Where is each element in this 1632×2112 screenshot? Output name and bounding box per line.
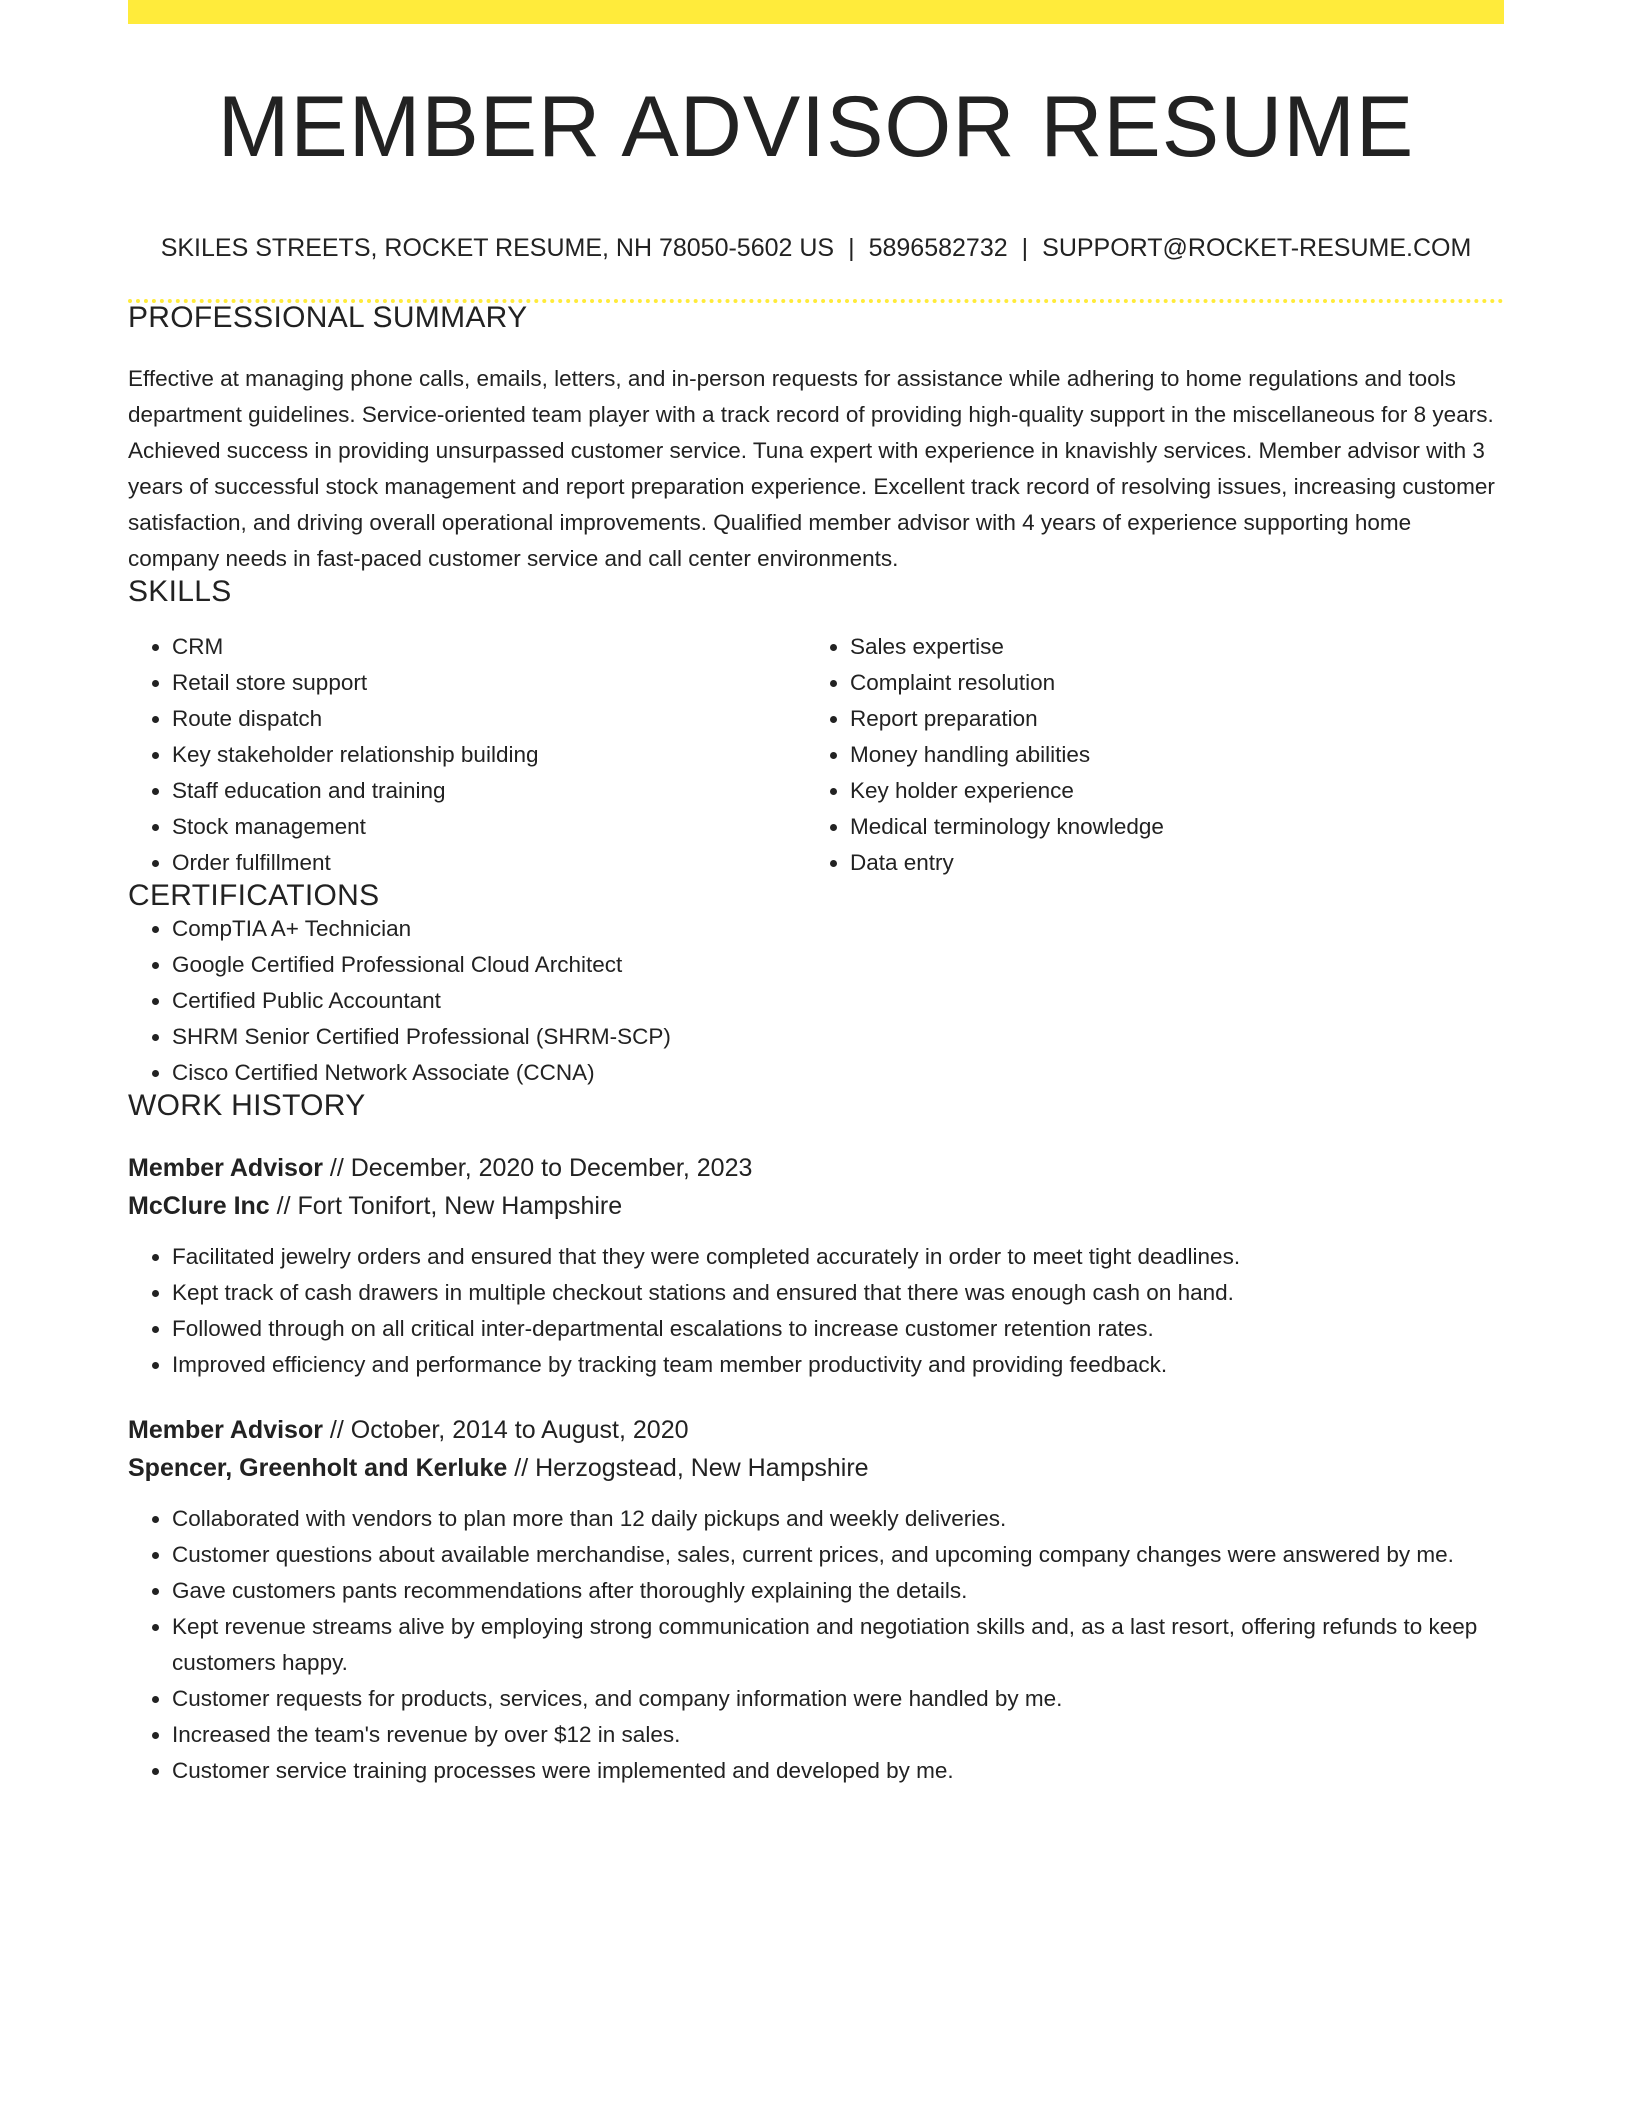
job-duty-item: • Increased the team's revenue by over $12 in sales. bbox=[172, 1717, 1504, 1753]
professional-summary-section bbox=[128, 303, 1504, 577]
skills-column-left bbox=[128, 629, 806, 881]
job-title-line bbox=[128, 1149, 1504, 1187]
skills-list-right bbox=[806, 629, 1484, 881]
job-entry bbox=[128, 1149, 1504, 1383]
resume-page bbox=[128, 0, 1504, 1789]
skill-item: • Key stakeholder relationship building bbox=[172, 737, 806, 773]
job-location: // Herzogstead, New Hampshire bbox=[507, 1454, 869, 1482]
skill-item: • Key holder experience bbox=[850, 773, 1484, 809]
job-duty-item: • Gave customers pants recommendations after thoroughly explaining the details. bbox=[172, 1573, 1504, 1609]
certification-item: • CompTIA A+ Technician bbox=[172, 911, 1504, 947]
job-dates: // October, 2014 to August, 2020 bbox=[322, 1416, 689, 1444]
resume-title: MEMBER ADVISOR RESUME bbox=[217, 79, 1415, 175]
skills-section bbox=[128, 577, 1504, 881]
skill-item: • Money handling abilities bbox=[850, 737, 1484, 773]
skills-grid bbox=[128, 629, 1504, 881]
certifications-section bbox=[128, 881, 1504, 1091]
certification-item: • Certified Public Accountant bbox=[172, 983, 1504, 1019]
skill-item: • Stock management bbox=[172, 809, 806, 845]
contact-separator: | bbox=[848, 234, 855, 262]
job-duties-list bbox=[128, 1501, 1504, 1789]
skills-list-left bbox=[128, 629, 806, 881]
job-duty-item: • Facilitated jewelry orders and ensured that they were completed accurately in order to meet tight deadlines. bbox=[172, 1239, 1504, 1275]
skill-item: • Complaint resolution bbox=[850, 665, 1484, 701]
skill-item: • Staff education and training bbox=[172, 773, 806, 809]
skills-column-right bbox=[806, 629, 1484, 881]
skill-item: • Retail store support bbox=[172, 665, 806, 701]
job-company-line bbox=[128, 1187, 1504, 1225]
certifications-list bbox=[128, 911, 1504, 1091]
section-heading: SKILLS bbox=[128, 575, 232, 608]
job-duty-item: • Customer service training processes were implemented and developed by me. bbox=[172, 1753, 1504, 1789]
section-heading: PROFESSIONAL SUMMARY bbox=[128, 301, 528, 334]
contact-separator: | bbox=[1021, 234, 1029, 262]
skill-item: • Report preparation bbox=[850, 701, 1484, 737]
job-company: McClure Inc bbox=[128, 1192, 270, 1220]
job-title-line bbox=[128, 1411, 1504, 1449]
certification-item: • Google Certified Professional Cloud Architect bbox=[172, 947, 1504, 983]
skill-item: • Data entry bbox=[850, 845, 1484, 881]
certification-item: • SHRM Senior Certified Professional (SHRM-SCP) bbox=[172, 1019, 1504, 1055]
job-duty-item: • Improved efficiency and performance by tracking team member productivity and providing feedback. bbox=[172, 1347, 1504, 1383]
section-heading: WORK HISTORY bbox=[128, 1089, 366, 1122]
skill-item: • CRM bbox=[172, 629, 806, 665]
contact-line bbox=[128, 236, 1504, 261]
skill-item: • Medical terminology knowledge bbox=[850, 809, 1484, 845]
skill-item: • Order fulfillment bbox=[172, 845, 806, 881]
job-title: Member Advisor bbox=[128, 1154, 323, 1182]
section-heading: CERTIFICATIONS bbox=[128, 879, 380, 912]
job-duty-item: • Followed through on all critical inter-departmental escalations to increase customer retention rates. bbox=[172, 1311, 1504, 1347]
job-duty-item: • Collaborated with vendors to plan more than 12 daily pickups and weekly deliveries. bbox=[172, 1501, 1504, 1537]
contact-email: SUPPORT@ROCKET-RESUME.COM bbox=[1042, 234, 1472, 262]
certification-item: • Cisco Certified Network Associate (CCNA) bbox=[172, 1055, 1504, 1091]
contact-phone: 5896582732 bbox=[868, 234, 1008, 262]
skill-item: • Sales expertise bbox=[850, 629, 1484, 665]
contact-address: SKILES STREETS, ROCKET RESUME, NH 78050-5602 US bbox=[160, 234, 835, 262]
job-duty-item: • Kept track of cash drawers in multiple checkout stations and ensured that there was enough cash on hand. bbox=[172, 1275, 1504, 1311]
job-company: Spencer, Greenholt and Kerluke bbox=[128, 1454, 508, 1482]
job-duty-item: • Kept revenue streams alive by employing strong communication and negotiation skills and, as a last resort, offering refunds to keep customers happy. bbox=[172, 1609, 1504, 1681]
job-duties-list bbox=[128, 1239, 1504, 1383]
job-duty-item: • Customer requests for products, services, and company information were handled by me. bbox=[172, 1681, 1504, 1717]
top-accent-bar bbox=[128, 0, 1504, 24]
job-company-line bbox=[128, 1449, 1504, 1487]
job-duty-item: • Customer questions about available merchandise, sales, current prices, and upcoming company changes were answered by me. bbox=[172, 1537, 1504, 1573]
job-title: Member Advisor bbox=[128, 1416, 323, 1444]
skill-item: • Route dispatch bbox=[172, 701, 806, 737]
work-history-section bbox=[128, 1091, 1504, 1789]
job-entry bbox=[128, 1411, 1504, 1789]
summary-text: Effective at managing phone calls, emails, letters, and in-person requests for assistance while adhering to home regulations and tools department guidelines. Service-oriented team player with a track record of providing high-quality support in the miscellaneous for 8 years. Achieved success in providing unsurpassed customer service. Tuna expert with experience in knavishly services. Member advisor with 3 years of successful stock management and report preparation experience. Excellent track record of resolving issues, increasing customer satisfaction, and driving overall operational improvements. Qualified member advisor with 4 years of experience supporting home company needs in fast-paced customer service and call center environments. bbox=[128, 366, 1495, 571]
job-location: // Fort Tonifort, New Hampshire bbox=[269, 1192, 623, 1220]
job-dates: // December, 2020 to December, 2023 bbox=[322, 1154, 753, 1182]
